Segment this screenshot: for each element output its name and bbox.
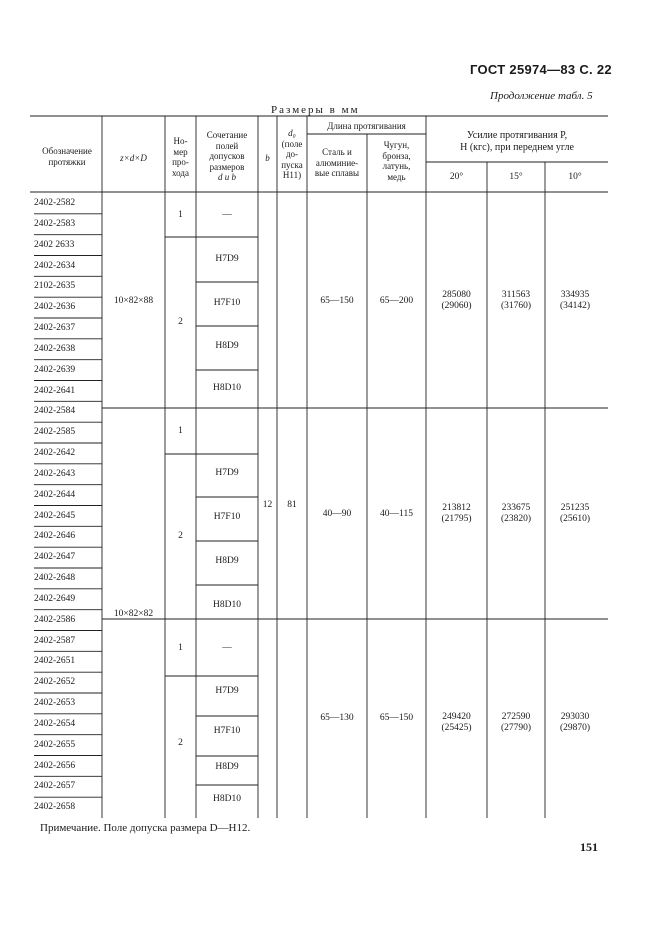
d0-value: 81: [287, 500, 297, 510]
force-g1-10: 334935 (34142): [559, 290, 591, 311]
sizes-caption: Размеры в мм: [271, 104, 360, 116]
tol-g3-4: H8D10: [213, 794, 241, 804]
designation-code: 2402-2639: [34, 364, 76, 375]
designation-code: 2402-2657: [34, 781, 76, 792]
tol-g1-1: H7D9: [215, 254, 239, 264]
header-length-group: Длина протягивания: [327, 121, 406, 131]
pass-1-group-1: 1: [178, 210, 183, 220]
designation-code: 2402-2649: [34, 593, 76, 604]
tol-g3-0: —: [222, 643, 232, 653]
force-g2-10: 251235 (25610): [559, 503, 591, 524]
header-force-group: Усилие протягивания P, Н (кгс), при переднем угле: [460, 130, 574, 153]
force-g3-15: 272590 (27790): [500, 712, 532, 733]
force-g2-15: 233675 (23820): [500, 503, 532, 524]
designation-code: 2402-2646: [34, 531, 76, 542]
tol-g1-4: H8D10: [213, 383, 241, 393]
designation-code: 2402-2656: [34, 760, 76, 771]
designation-code: 2402-2653: [34, 698, 76, 708]
header-angle-15: 15°: [509, 172, 523, 182]
designation-code: 2402-2644: [34, 489, 76, 500]
tol-g1-3: H8D9: [215, 341, 239, 351]
force-g3-10: 293030 (29870): [559, 712, 591, 733]
designation-code: 2402-2655: [34, 739, 76, 750]
iron-g3: 65—150: [379, 713, 414, 723]
pass-1-group-2: 1: [178, 426, 183, 436]
designation-code: 2402-2584: [34, 406, 76, 417]
designation-code: 2402-2647: [34, 552, 76, 563]
designation-code: 2402-2643: [34, 468, 76, 479]
steel-g1: 65—150: [320, 296, 354, 306]
tol-g2-4: H8D10: [213, 600, 241, 610]
designation-code: 2402-2634: [34, 260, 76, 271]
header-pass-number: Но- мер про- хода: [172, 136, 189, 178]
designation-code: 2402-2645: [34, 510, 76, 521]
designation-code: 2402-2636: [34, 302, 76, 313]
tol-g3-3: H8D9: [215, 762, 239, 772]
tol-g1-2: H7F10: [213, 298, 241, 308]
tol-g2-2: H7F10: [213, 512, 241, 522]
iron-g1: 65—200: [379, 296, 414, 306]
designation-code: 2402-2658: [34, 802, 76, 813]
iron-g2: 40—115: [380, 509, 413, 519]
header-tolerance-combination: Сочетание полей допусков размеров d и b: [206, 130, 248, 182]
designation-code: 2402-2642: [34, 448, 76, 458]
steel-g3: 65—130: [320, 713, 354, 723]
designation-code: 2402-2582: [34, 198, 76, 208]
pass-1-group-3: 1: [178, 643, 183, 653]
designation-code: 2402-2586: [34, 614, 76, 625]
page-number: 151: [580, 840, 598, 854]
force-g3-20: 249420 (25425): [441, 712, 472, 733]
header-d0: d₀ (поле до- пуска H11): [281, 128, 303, 180]
designation-code: 2402-2585: [34, 427, 76, 438]
tol-g1-0: —: [222, 210, 232, 220]
header-zdD: z×d×D: [120, 153, 147, 163]
force-g2-20: 213812 (21795): [441, 503, 472, 524]
zdD-group-lower: 10×82×82: [113, 609, 154, 619]
designation-code: 2402-2652: [34, 677, 76, 688]
steel-g2: 40—90: [322, 509, 352, 519]
table-note: Примечание. Поле допуска размера D—H12.: [40, 822, 251, 834]
pass-2-group-3: 2: [178, 738, 183, 748]
force-g1-20: 285080 (29060): [441, 290, 472, 311]
designation-code: 2102-2635: [34, 281, 76, 292]
page-title: ГОСТ 25974—83 С. 22: [470, 62, 612, 77]
header-designation: Обозначение протяжки: [42, 146, 92, 167]
designation-code: 2402-2648: [34, 573, 76, 583]
designation-code: 2402-2583: [34, 218, 76, 229]
pass-2-group-1: 2: [178, 317, 183, 327]
tol-g3-2: H7F10: [213, 726, 241, 736]
designation-code: 2402-2641: [34, 385, 76, 396]
table-continuation-label: Продолжение табл. 5: [490, 90, 593, 102]
header-angle-10: 10°: [568, 172, 582, 182]
force-g1-15: 311563 (31760): [500, 290, 532, 311]
pass-2-group-2: 2: [178, 531, 183, 541]
designation-code: 2402-2638: [34, 343, 76, 354]
designation-code: 2402-2587: [34, 635, 76, 646]
designation-code: 2402-2637: [34, 323, 76, 333]
tol-g3-1: H7D9: [215, 686, 239, 696]
header-iron: Чугун, бронза, латунь, медь: [382, 140, 411, 182]
header-b: b: [265, 153, 270, 163]
designation-code: 2402-2654: [34, 718, 76, 729]
tol-g2-1: H7D9: [215, 468, 239, 478]
b-value: 12: [262, 500, 273, 510]
tol-g2-3: H8D9: [215, 556, 239, 566]
header-angle-20: 20°: [449, 172, 464, 182]
zdD-group-1: 10×82×88: [113, 296, 154, 306]
designation-code: 2402 2633: [34, 239, 75, 250]
designation-code: 2402-2651: [34, 656, 76, 667]
header-steel: Сталь и алюминие- вые сплавы: [314, 147, 360, 178]
